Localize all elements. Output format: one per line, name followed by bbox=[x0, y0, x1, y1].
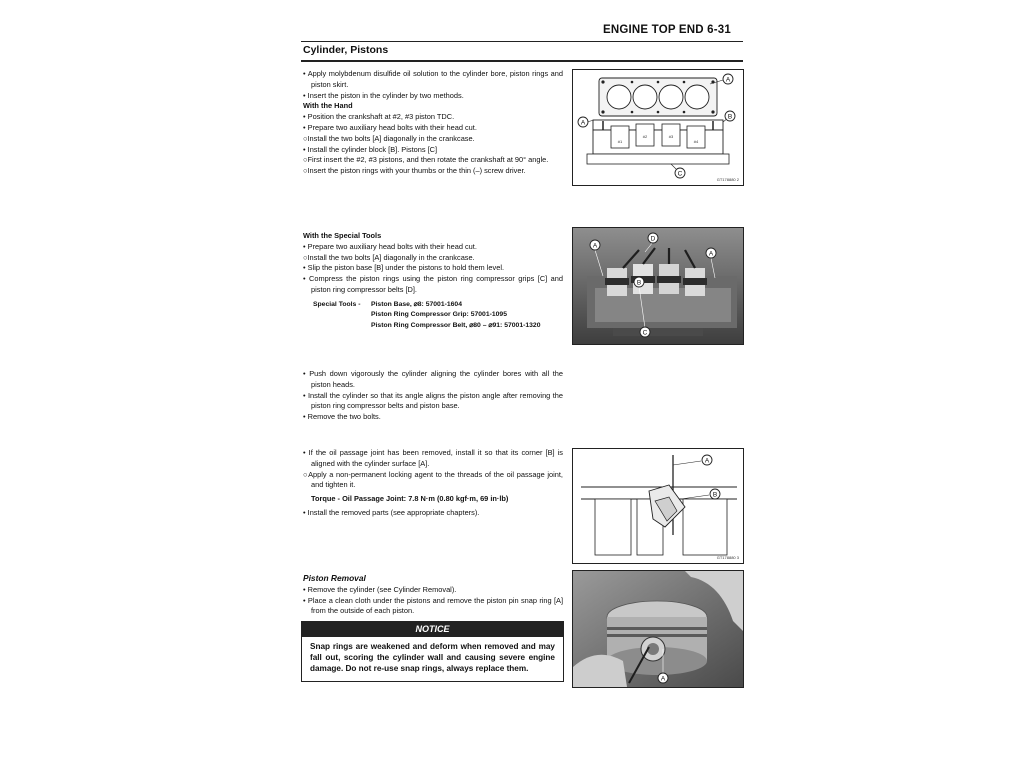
instruction-item: ○Insert the piston rings with your thumbs or the thin (–) screw driver. bbox=[303, 166, 526, 176]
section-rule bbox=[301, 60, 743, 62]
text-block bbox=[303, 231, 563, 335]
piston-label: #3 bbox=[668, 134, 674, 139]
svg-text:B: B bbox=[712, 491, 718, 499]
instruction-item: ○Install the two bolts [A] diagonally in the crankcase. bbox=[303, 252, 475, 262]
instruction-item: • Push down vigorously the cylinder aligning the cylinder bores with all the piston heads. bbox=[303, 369, 563, 389]
special-tool-item: Piston Base, ⌀8: 57001-1604 bbox=[371, 300, 462, 308]
svg-text:A: A bbox=[704, 457, 710, 465]
instruction-item: • Slip the piston base [B] under the pistons to hold them level. bbox=[303, 263, 505, 273]
piston-label: #1 bbox=[617, 139, 623, 144]
callout-a bbox=[702, 455, 712, 465]
notice-heading: NOTICE bbox=[302, 622, 563, 637]
special-tools-list bbox=[313, 300, 563, 331]
notice-body: Snap rings are weakened and deform when removed and may fall out, scoring the cylinder wall and causing severe engine damage. Do not re-use snap rings, always replace them. bbox=[310, 642, 555, 674]
instruction-item: ○First insert the #2, #3 pistons, and then rotate the crankshaft at 90° angle. bbox=[303, 155, 549, 165]
figure-oil-passage-joint-diagram bbox=[572, 448, 744, 564]
special-tools-label: Special Tools - bbox=[313, 300, 361, 308]
notice-box bbox=[301, 621, 564, 682]
svg-text:C: C bbox=[677, 170, 683, 178]
callout-a bbox=[578, 117, 588, 127]
callout-c bbox=[640, 327, 650, 337]
header-rule bbox=[301, 41, 743, 42]
callout-c bbox=[675, 168, 685, 178]
svg-text:B: B bbox=[727, 113, 733, 121]
instruction-item: ○Install the two bolts [A] diagonally in the crankcase. bbox=[303, 133, 475, 143]
svg-text:C: C bbox=[642, 329, 648, 337]
callout-d bbox=[648, 233, 658, 243]
text-block bbox=[303, 573, 563, 617]
section-title: Cylinder, Pistons bbox=[303, 44, 389, 56]
special-tools-label bbox=[313, 321, 371, 331]
instruction-item: • Apply molybdenum disulfide oil solution to the cylinder bore, piston rings and piston skirt. bbox=[303, 69, 563, 89]
instruction-item: • Remove the two bolts. bbox=[303, 412, 381, 422]
instruction-item: • Install the cylinder block [B]. Pistons [C] bbox=[303, 144, 438, 154]
callout-a bbox=[706, 248, 716, 258]
subheading: Piston Removal bbox=[303, 573, 366, 583]
svg-text:A: A bbox=[580, 119, 586, 127]
instruction-item: • Prepare two auxiliary head bolts with their head cut. bbox=[303, 122, 477, 132]
piston-label: #2 bbox=[642, 134, 648, 139]
svg-text:A: A bbox=[708, 250, 714, 258]
callout-b bbox=[725, 111, 735, 121]
figure-snap-ring-removal-photo bbox=[572, 570, 744, 688]
instruction-item: • Insert the piston in the cylinder by two methods. bbox=[303, 90, 464, 100]
instruction-item: • Install the removed parts (see appropriate chapters). bbox=[303, 507, 480, 517]
subheading: With the Hand bbox=[303, 101, 353, 111]
instruction-item: • Place a clean cloth under the pistons and remove the piston pin snap ring [A] from the outside of each piston. bbox=[303, 595, 563, 616]
svg-text:D: D bbox=[650, 235, 656, 243]
instruction-item: • Remove the cylinder (see Cylinder Removal). bbox=[303, 584, 457, 594]
subheading: With the Special Tools bbox=[303, 231, 382, 240]
piston-label: #4 bbox=[693, 139, 699, 144]
instruction-item: • Prepare two auxiliary head bolts with their head cut. bbox=[303, 241, 477, 251]
special-tool-item: Piston Ring Compressor Grip: 57001-1095 bbox=[371, 311, 507, 319]
instruction-item: • If the oil passage joint has been removed, install it so that its corner [B] is aligned with the cylinder surface [A]. bbox=[303, 448, 563, 468]
instruction-item: • Compress the piston rings using the piston ring compressor grips [C] and piston ring compressor belts [D]. bbox=[303, 274, 563, 294]
figure-special-tools-photo bbox=[572, 227, 744, 345]
callout-a bbox=[723, 74, 733, 84]
callout-b bbox=[634, 277, 644, 287]
page-header-title: ENGINE TOP END 6-31 bbox=[603, 24, 731, 36]
figure-code: GT178880 2 bbox=[716, 177, 739, 182]
text-block bbox=[303, 369, 563, 423]
figure-cylinder-block-diagram bbox=[572, 69, 744, 186]
text-block bbox=[303, 69, 563, 177]
instruction-item: • Install the cylinder so that its angle aligns the piston angle after removing the piston ring compressor belts and piston base. bbox=[303, 390, 563, 411]
special-tool-item: Piston Ring Compressor Belt, ⌀80 – ⌀91: 57001-1320 bbox=[371, 321, 541, 329]
svg-text:A: A bbox=[660, 675, 666, 683]
svg-text:A: A bbox=[725, 76, 731, 84]
callout-a bbox=[658, 673, 668, 683]
svg-text:A: A bbox=[592, 242, 598, 250]
callout-a bbox=[590, 240, 600, 250]
instruction-item: ○Apply a non-permanent locking agent to the threads of the oil passage joint, and tighten it. bbox=[303, 469, 563, 490]
text-block bbox=[303, 448, 563, 519]
callout-b bbox=[710, 489, 720, 499]
figure-code: GT178880 3 bbox=[716, 555, 739, 560]
torque-spec: Torque - Oil Passage Joint: 7.8 N·m (0.80 kgf·m, 69 in·lb) bbox=[311, 494, 509, 504]
special-tools-label bbox=[313, 310, 371, 320]
svg-text:B: B bbox=[636, 279, 642, 287]
instruction-item: • Position the crankshaft at #2, #3 piston TDC. bbox=[303, 112, 455, 122]
